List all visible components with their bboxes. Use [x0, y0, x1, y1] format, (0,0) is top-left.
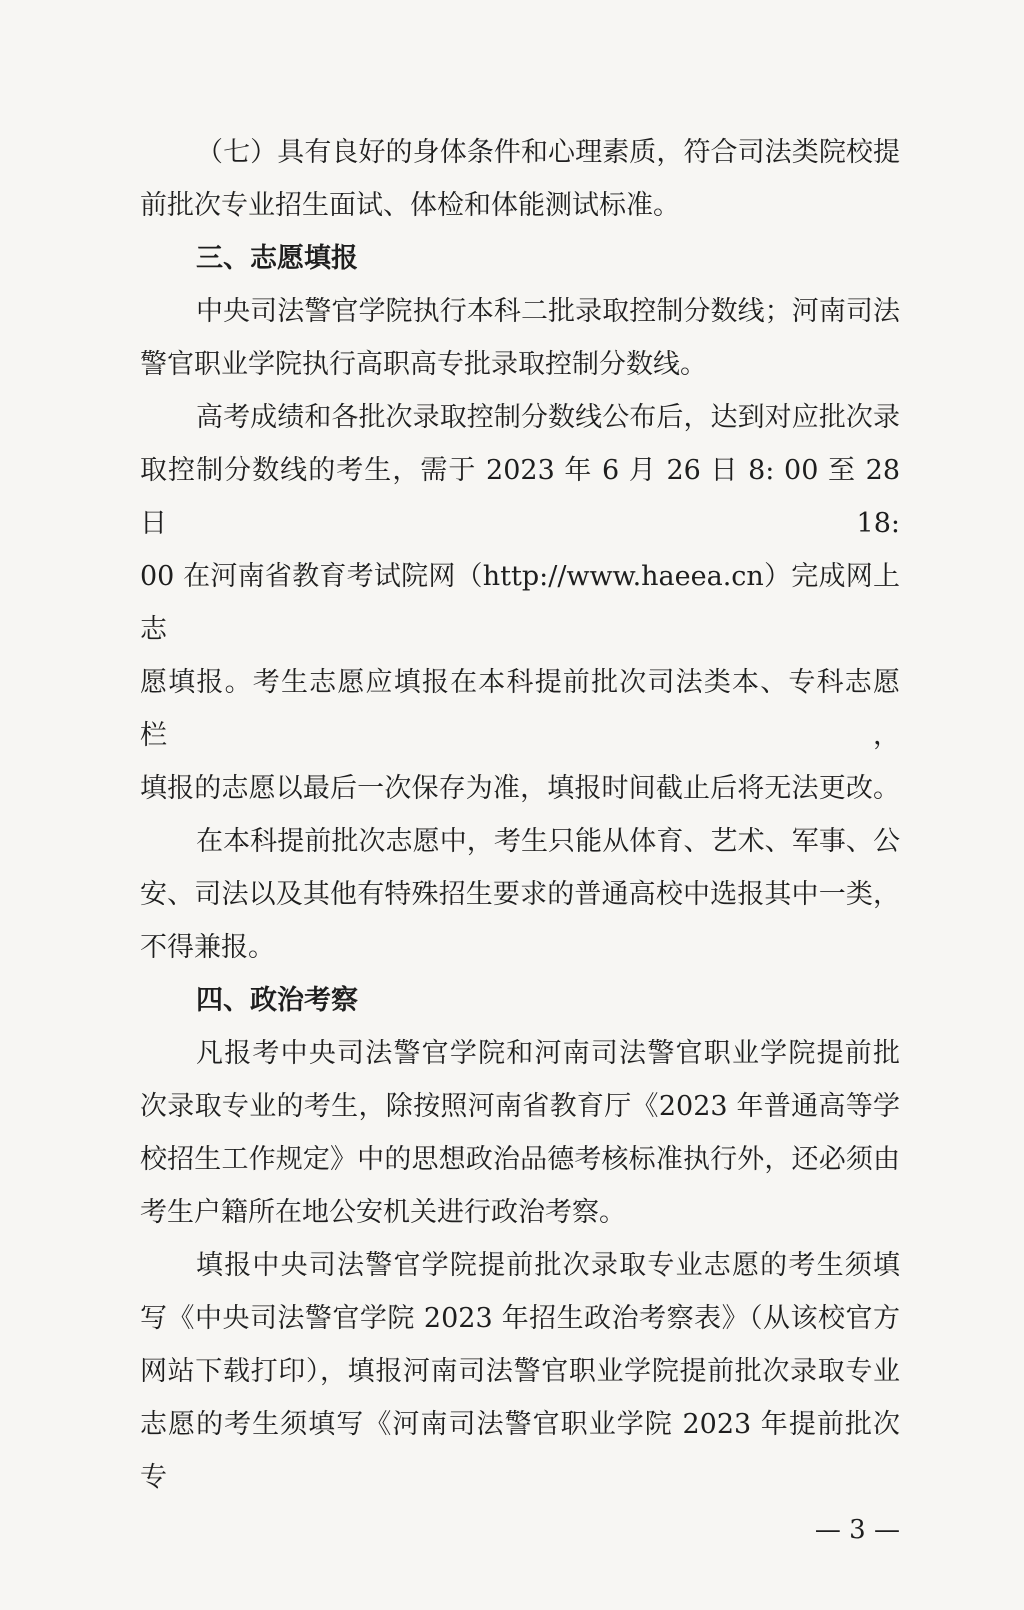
paragraph-line: 填报的志愿以最后一次保存为准，填报时间截止后将无法更改。	[140, 773, 900, 804]
paragraph-line: 前批次专业招生面试、体检和体能测试标准。	[140, 190, 680, 221]
paragraph-line: 警官职业学院执行高职高专批录取控制分数线。	[140, 349, 707, 380]
paragraph-line: （七）具有良好的身体条件和心理素质，符合司法类院校提	[196, 137, 900, 168]
paragraph-line: 高考成绩和各批次录取控制分数线公布后，达到对应批次录	[196, 402, 900, 433]
paragraph-line: 不得兼报。	[140, 932, 275, 963]
paragraph-line: 写《中央司法警官学院 2023 年招生政治考察表》（从该校官方	[140, 1303, 900, 1334]
paragraph-line: 愿填报。考生志愿应填报在本科提前批次司法类本、专科志愿栏，	[140, 667, 900, 751]
paragraph-line: 取控制分数线的考生，需于 2023 年 6 月 26 日 8: 00 至 28 日 18:	[140, 455, 900, 539]
paragraph-line: 次录取专业的考生，除按照河南省教育厅《2023 年普通高等学	[140, 1091, 900, 1122]
paragraph-line: 网站下载打印），填报河南司法警官职业学院提前批次录取专业	[140, 1356, 900, 1387]
paragraph-line: 00 在河南省教育考试院网（http://www.haeea.cn）完成网上志	[140, 561, 900, 645]
page-number: — 3 —	[814, 1515, 900, 1545]
section-heading: 四、政治考察	[196, 985, 358, 1016]
paragraph-line: 中央司法警官学院执行本科二批录取控制分数线；河南司法	[196, 296, 900, 327]
paragraph-line: 凡报考中央司法警官学院和河南司法警官职业学院提前批	[196, 1038, 900, 1069]
paragraph-line: 考生户籍所在地公安机关进行政治考察。	[140, 1197, 626, 1228]
paragraph-line: 志愿的考生须填写《河南司法警官职业学院 2023 年提前批次专	[140, 1409, 900, 1493]
paragraph-line: 校招生工作规定》中的思想政治品德考核标准执行外，还必须由	[140, 1144, 900, 1175]
paragraph-line: 安、司法以及其他有特殊招生要求的普通高校中选报其中一类，	[140, 879, 900, 910]
paragraph-line: 填报中央司法警官学院提前批次录取专业志愿的考生须填	[196, 1250, 900, 1281]
paragraph-line: 在本科提前批次志愿中，考生只能从体育、艺术、军事、公	[196, 826, 900, 857]
section-heading: 三、志愿填报	[196, 243, 358, 274]
